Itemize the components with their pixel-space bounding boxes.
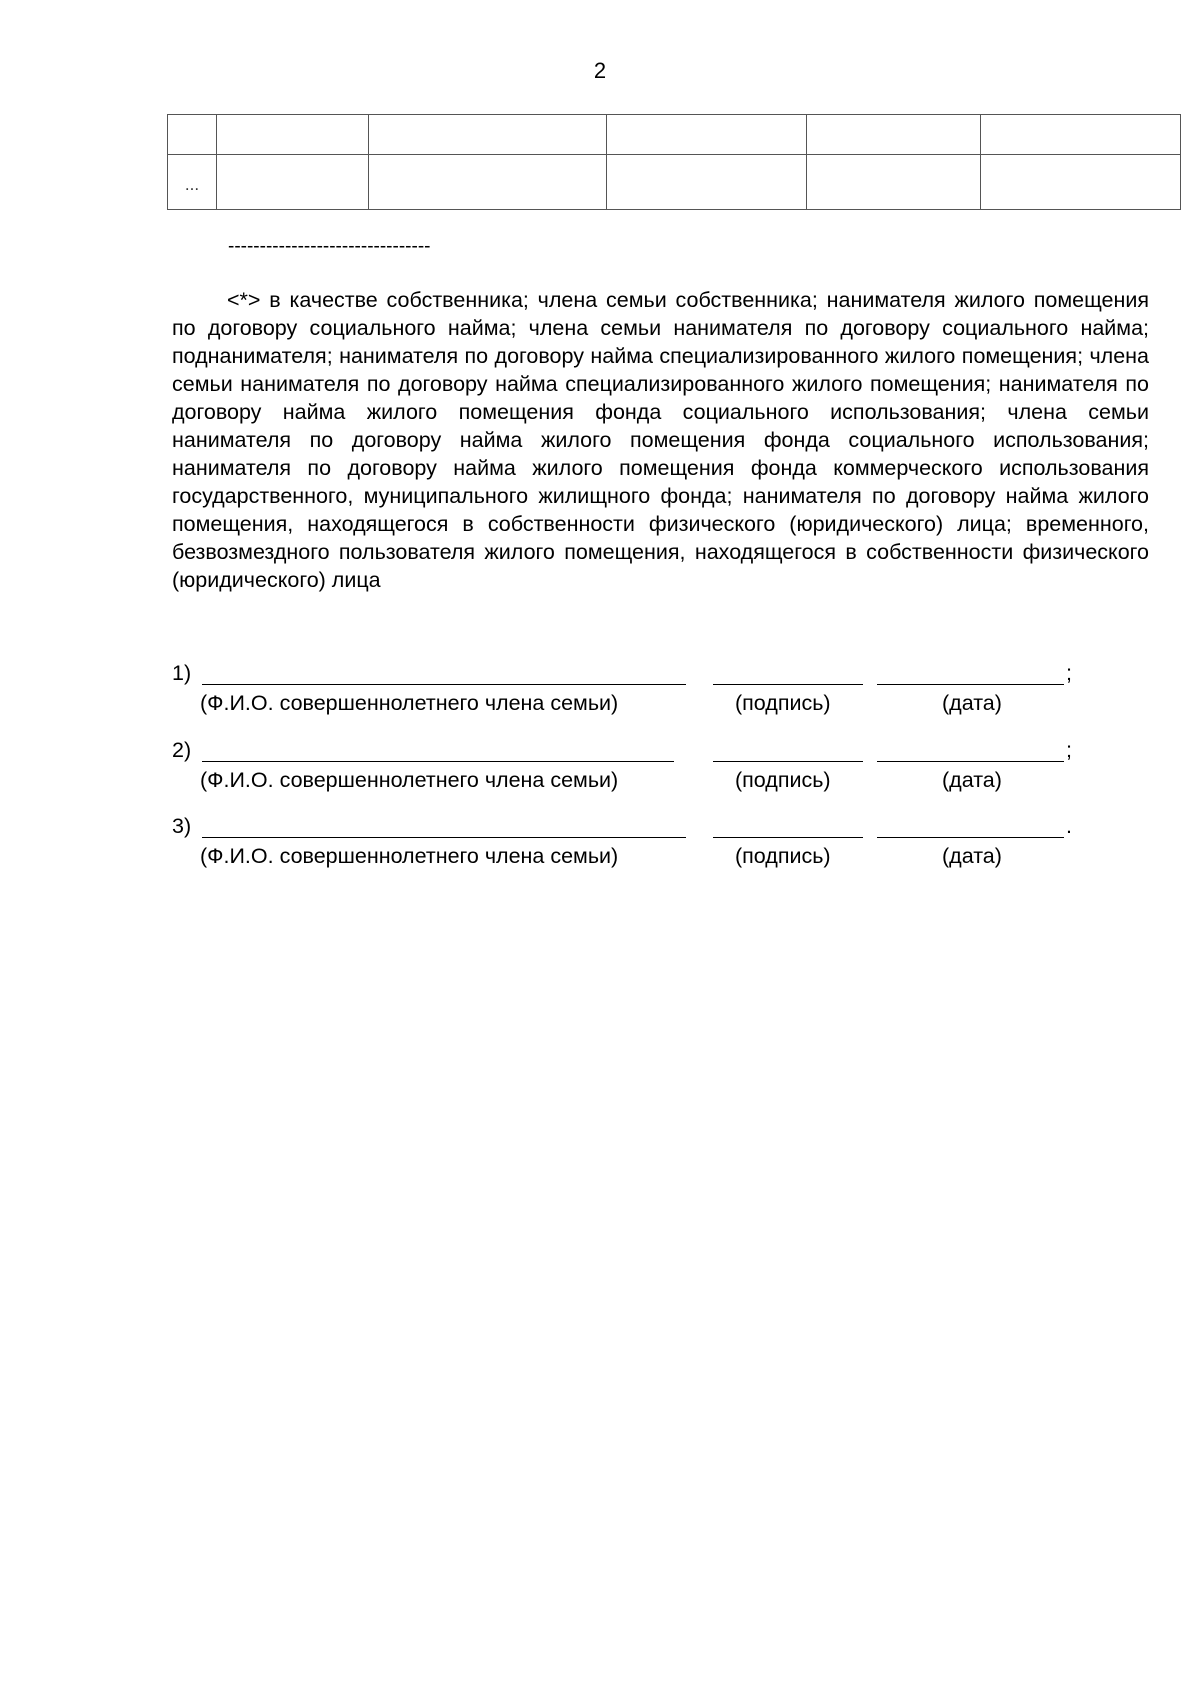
signature-number: 1)	[172, 661, 192, 685]
data-table	[167, 114, 1181, 210]
footnote-separator: --------------------------------	[228, 236, 431, 257]
page-number: 2	[593, 58, 607, 83]
date-caption: (дата)	[942, 768, 1002, 792]
signature-line	[713, 837, 863, 838]
name-caption: (Ф.И.О. совершеннолетнего члена семьи)	[200, 844, 619, 868]
row-end-punctuation: .	[1066, 814, 1072, 838]
date-line	[877, 684, 1064, 685]
name-line	[202, 761, 674, 762]
name-line	[202, 837, 686, 838]
table-cell	[168, 115, 217, 155]
date-caption: (дата)	[942, 691, 1002, 715]
name-caption: (Ф.И.О. совершеннолетнего члена семьи)	[200, 691, 619, 715]
signature-number: 3)	[172, 814, 192, 838]
table-cell	[807, 115, 981, 155]
table-cell	[369, 115, 607, 155]
signature-line	[713, 761, 863, 762]
name-line	[202, 684, 686, 685]
table-cell	[981, 115, 1181, 155]
signature-number: 2)	[172, 738, 192, 762]
table-cell	[607, 155, 807, 210]
date-line	[877, 837, 1064, 838]
table-cell	[217, 155, 369, 210]
table-cell-ellipsis: ...	[168, 155, 217, 210]
date-line	[877, 761, 1064, 762]
table-row	[168, 115, 1181, 155]
signature-row	[172, 661, 1172, 721]
signature-line	[713, 684, 863, 685]
signature-caption: (подпись)	[735, 844, 831, 868]
row-end-punctuation: ;	[1066, 738, 1072, 762]
footnote-text: <*> в качестве собственника; члена семьи собственника; нанимателя жилого помещения по договору социального найма; члена семьи нанимателя по договору социального найма; поднанимателя; нанимателя по договору найма специализированного жилого помещения; члена семьи нанимателя по договору найма специализированного жилого помещения; нанимателя по договору найма жилого помещения фонда социального использования; члена семьи нанимателя по договору найма жилого помещения фонда социального использования; нанимателя по договору найма жилого помещения фонда коммерческого использования государственного, муниципального жилищного фонда; нанимателя по договору найма жилого помещения, находящегося в собственности физического (юридического) лица; временного, безвозмездного пользователя жилого помещения, находящегося в собственности физического (юридического) лица	[172, 288, 1149, 592]
signature-row	[172, 738, 1172, 798]
table-cell	[217, 115, 369, 155]
name-caption: (Ф.И.О. совершеннолетнего члена семьи)	[200, 768, 619, 792]
signature-caption: (подпись)	[735, 768, 831, 792]
table-cell	[807, 155, 981, 210]
row-end-punctuation: ;	[1066, 661, 1072, 685]
signature-caption: (подпись)	[735, 691, 831, 715]
table-row	[168, 155, 1181, 210]
table-cell	[981, 155, 1181, 210]
table-cell	[369, 155, 607, 210]
date-caption: (дата)	[942, 844, 1002, 868]
table-cell	[607, 115, 807, 155]
signature-row	[172, 814, 1172, 874]
